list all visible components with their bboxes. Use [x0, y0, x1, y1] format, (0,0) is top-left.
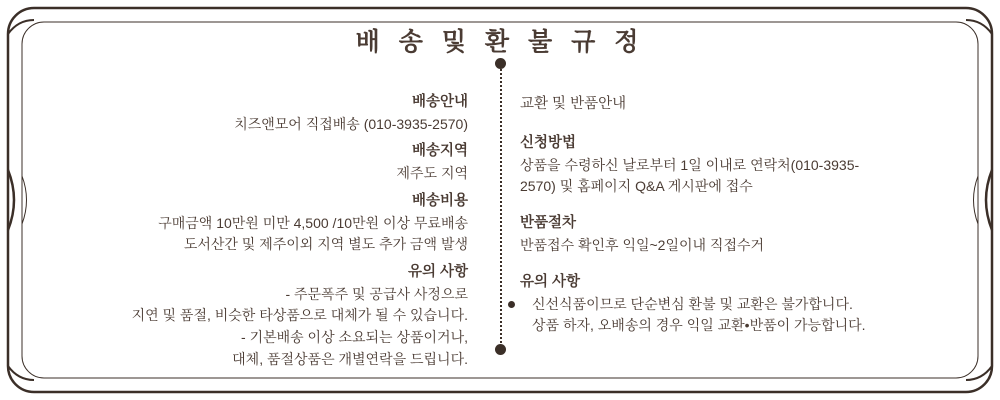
- exchange-notice-body-1: 신선식품이므로 단순변심 환불 및 교환은 불가합니다.: [532, 296, 853, 312]
- return-process-block: [520, 211, 970, 256]
- shipping-notice-body-2: 지연 및 품절, 비슷한 타상품으로 대체가 될 수 있습니다.: [131, 307, 468, 324]
- shipping-info-block: [40, 92, 468, 135]
- page-title: 배 송 및 환 불 규 정: [355, 28, 645, 56]
- shipping-notice-body-3: - 기본배송 이상 소요되는 상품이거나,: [241, 329, 468, 346]
- request-method-body-1: 상품을 수령하신 날로부터 1일 이내로 연락처(010-3935-: [520, 157, 860, 173]
- exchange-notice-bullet: [520, 294, 970, 336]
- exchange-notice-body-2: 상품 하자, 오배송의 경우 익일 교환•반품이 가능합니다.: [532, 317, 866, 333]
- exchange-notice-block: [520, 270, 970, 336]
- request-method-block: [520, 131, 970, 197]
- request-method-heading: 신청방법: [520, 135, 577, 151]
- shipping-area-body: 제주도 지역: [396, 165, 468, 182]
- column-divider: [500, 62, 502, 350]
- return-process-body: 반품접수 확인후 익일~2일이내 직접수거: [520, 237, 765, 253]
- request-method-body-2: 2570) 및 홈페이지 Q&A 게시판에 접수: [520, 178, 753, 194]
- divider-dot-bottom: [495, 344, 506, 355]
- shipping-info-heading: 배송안내: [411, 94, 468, 110]
- shipping-cost-block: [40, 191, 468, 256]
- exchange-main-heading: 교환 및 반품안내: [520, 96, 627, 112]
- exchange-notice-heading: 유의 사항: [520, 274, 581, 290]
- shipping-notice-body-4: 대체, 품절상품은 개별연락을 드립니다.: [232, 350, 468, 367]
- exchange-column: [520, 92, 970, 350]
- shipping-cost-body-2: 도서산간 및 제주이외 지역 별도 추가 금액 발생: [183, 236, 468, 253]
- shipping-cost-heading: 배송비용: [411, 192, 468, 209]
- return-process-heading: 반품절차: [520, 215, 577, 231]
- shipping-info-body: 치즈앤모어 직접배송 (010-3935-2570): [234, 115, 468, 132]
- shipping-notice-body-1: - 주문폭주 및 공급사 사정으로: [285, 285, 468, 302]
- shipping-notice-heading: 유의 사항: [407, 264, 468, 280]
- shipping-cost-body-1: 구매금액 10만원 미만 4,500 /10만원 이상 무료배송: [158, 214, 468, 231]
- shipping-area-block: [40, 141, 468, 184]
- shipping-notice-block: [40, 262, 468, 371]
- shipping-area-heading: 배송지역: [411, 143, 468, 160]
- shipping-column: [40, 92, 490, 377]
